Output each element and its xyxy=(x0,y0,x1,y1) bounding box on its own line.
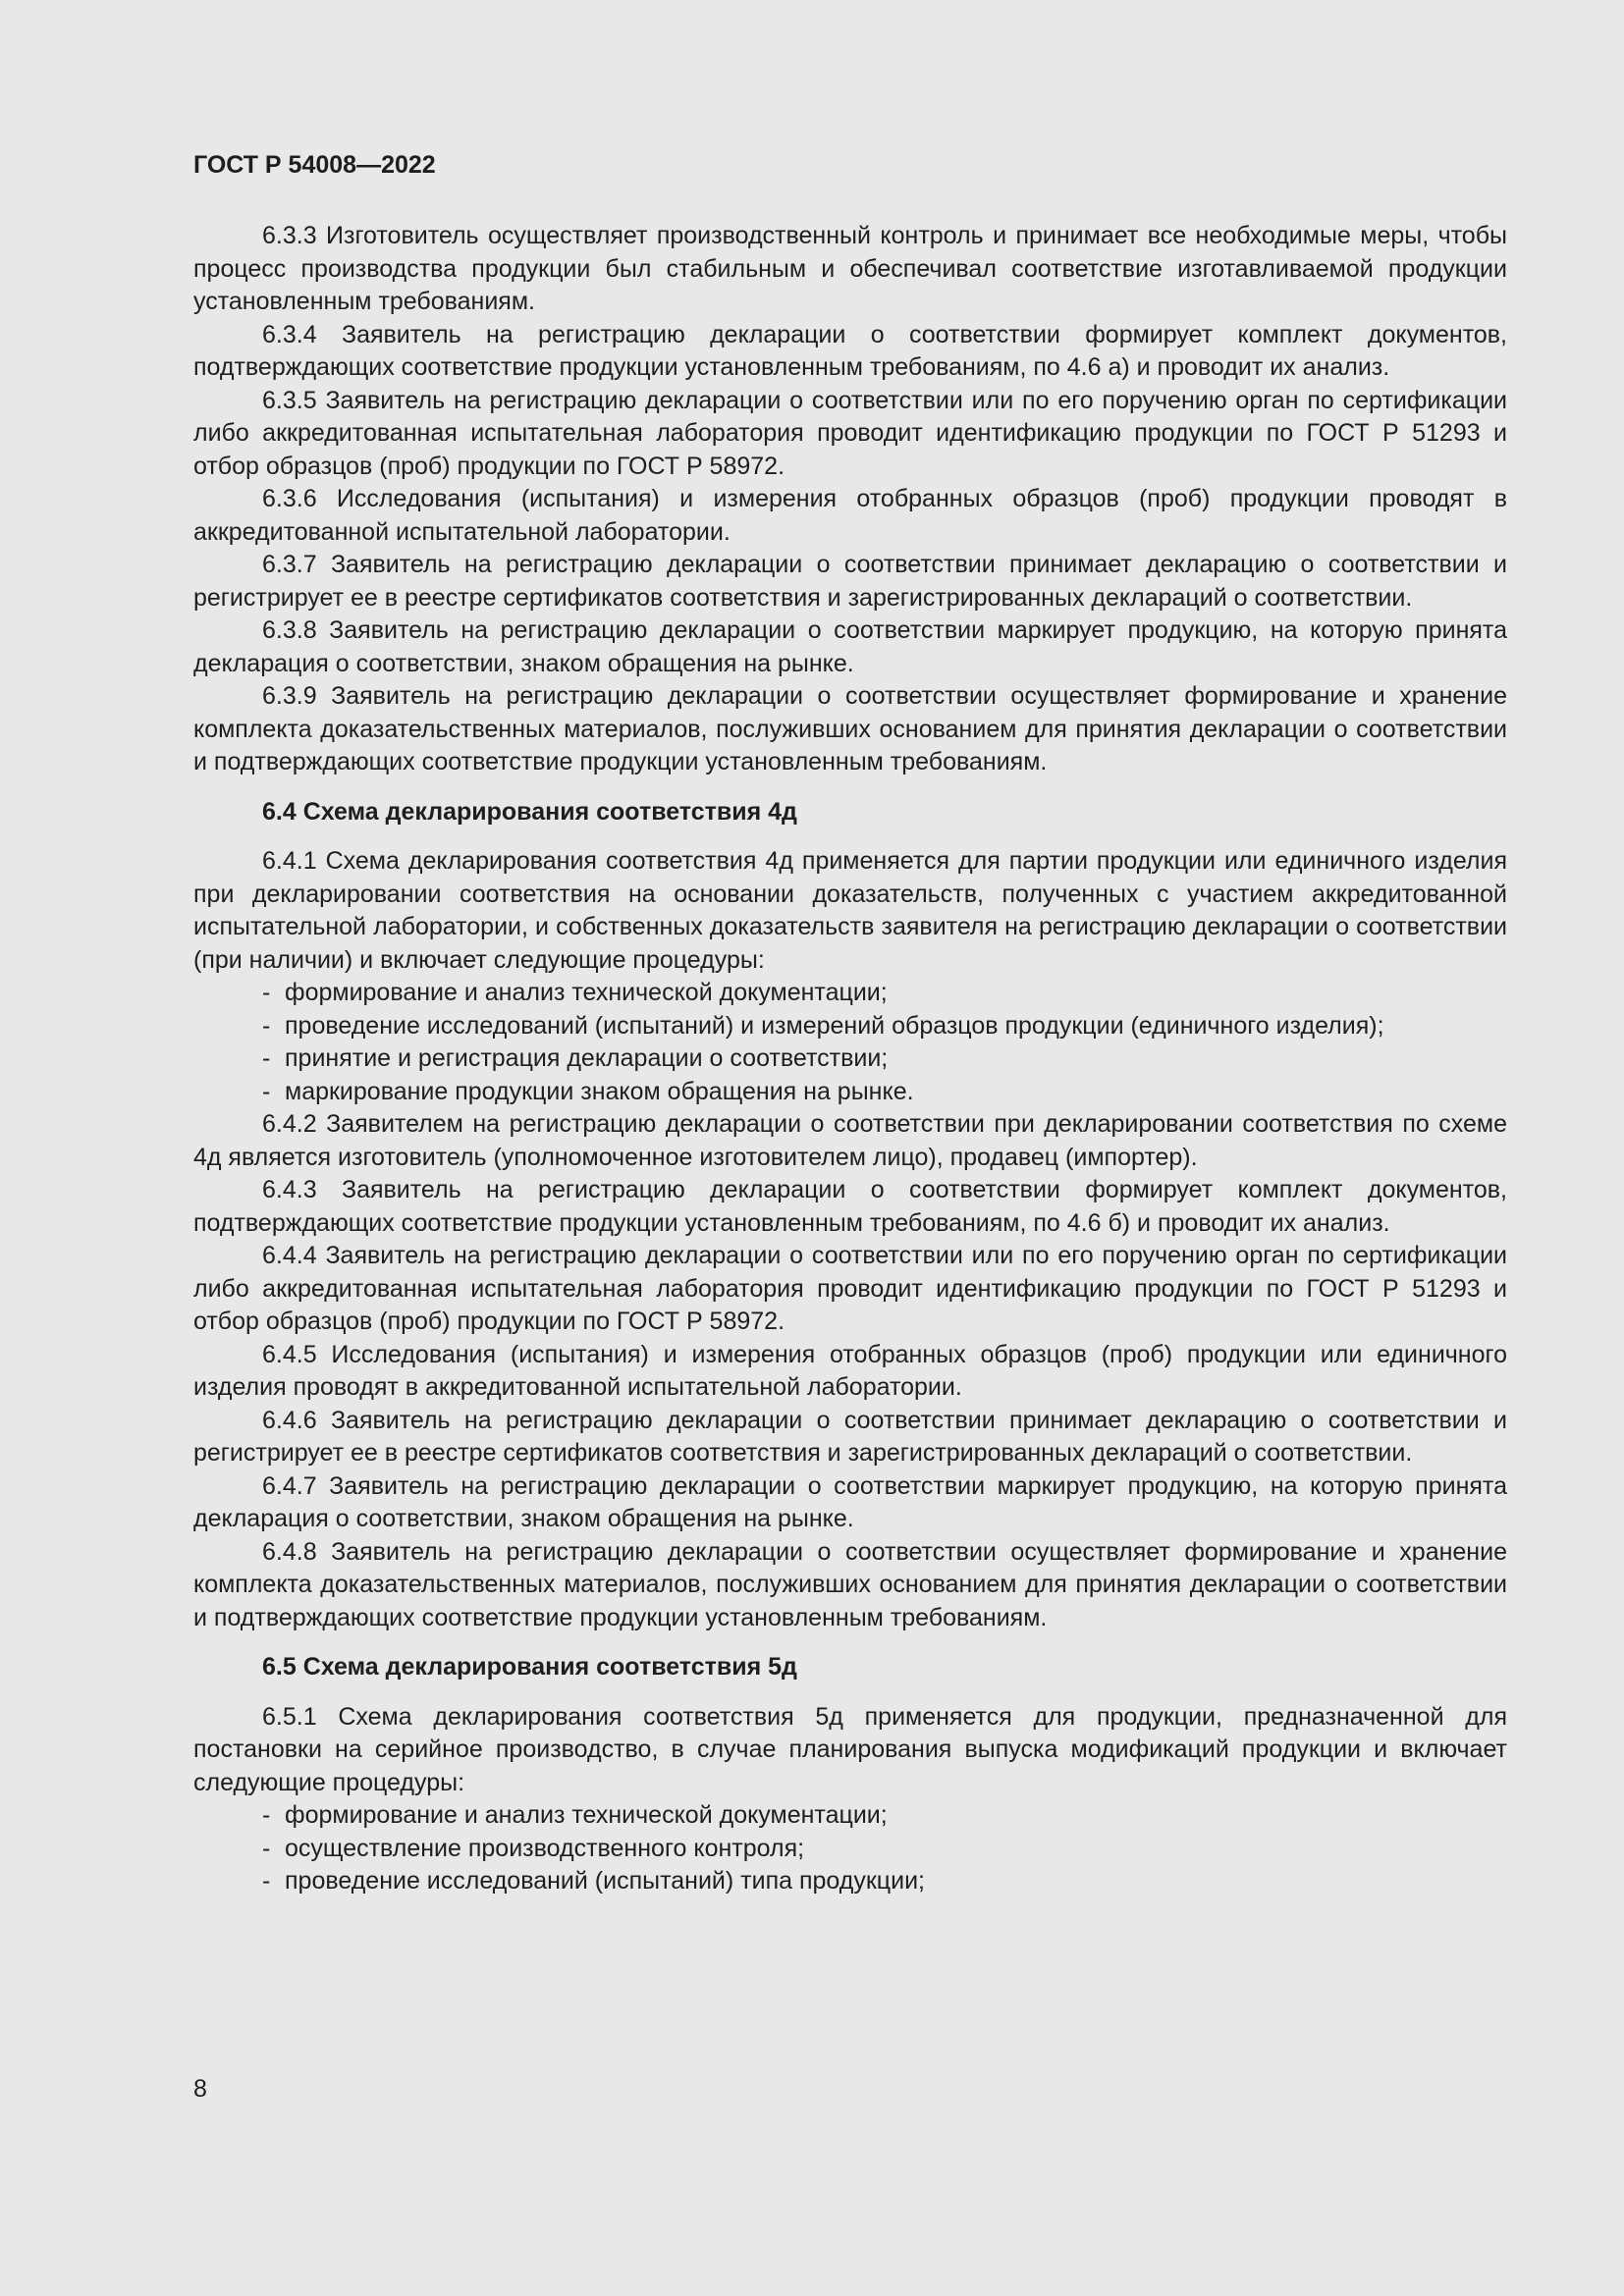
section-6-5 xyxy=(193,1651,1507,1898)
paragraph-6-4-5: 6.4.5 Исследования (испытания) и измерения отобранных образцов (проб) продукции или единичного изделия проводят в аккредитованной испытательной лаборатории. xyxy=(193,1340,1507,1401)
procedure-list-6-4 xyxy=(193,977,1507,1108)
paragraph-6-3-4: 6.3.4 Заявитель на регистрацию декларации о соответствии формирует комплект документов, подтверждающих соответствие продукции установленным требованиям, по 4.6 а) и проводит их анализ. xyxy=(193,320,1507,381)
paragraph-6-4-2: 6.4.2 Заявителем на регистрацию декларации о соответствии при декларировании соответствия по схеме 4д является изготовитель (уполномоченное изготовителем лицо), продавец (импортер). xyxy=(193,1110,1507,1171)
paragraph-6-4-8: 6.4.8 Заявитель на регистрацию декларации о соответствии осуществляет формирование и хранение комплекта доказательственных материалов, послуживших основанием для принятия декларации о соответствии и подтверждающих соответствие продукции установленным требованиям. xyxy=(193,1537,1507,1631)
paragraph-6-3-6: 6.3.6 Исследования (испытания) и измерения отобранных образцов (проб) продукции проводят в аккредитованной испытательной лаборатории. xyxy=(193,485,1507,546)
paragraph-6-5-1: 6.5.1 Схема декларирования соответствия 5д применяется для продукции, предназначенной для постановки на серийное производство, в случае планирования выпуска модификаций продукции и включает следующие процедуры: xyxy=(193,1702,1507,1796)
document-header: ГОСТ Р 54008—2022 xyxy=(193,151,436,179)
paragraph-6-4-7: 6.4.7 Заявитель на регистрацию декларации о соответствии маркирует продукцию, на которую принята декларация о соответствии, знаком обращения на рынке. xyxy=(193,1471,1507,1532)
section-6-5-title: 6.5 Схема декларирования соответствия 5д xyxy=(262,1653,797,1681)
paragraph-6-4-3: 6.4.3 Заявитель на регистрацию декларации о соответствии формирует комплект документов, подтверждающих соответствие продукции установленным требованиям, по 4.6 б) и проводит их анализ. xyxy=(193,1176,1507,1237)
list-item: - маркирование продукции знаком обращения на рынке. xyxy=(262,1076,1507,1109)
paragraph-6-3-8: 6.3.8 Заявитель на регистрацию декларации о соответствии маркирует продукцию, на которую принята декларация о соответствии, знаком обращения на рынке. xyxy=(193,616,1507,677)
page-number: 8 xyxy=(193,2075,207,2103)
list-item: - формирование и анализ технической документации; xyxy=(262,1799,1507,1833)
document-page xyxy=(193,145,1507,1898)
list-item: - проведение исследований (испытаний) и измерений образцов продукции (единичного изделия); xyxy=(262,1010,1507,1043)
list-item: - принятие и регистрация декларации о соответствии; xyxy=(262,1042,1507,1076)
section-6-3-continuation xyxy=(193,220,1507,779)
paragraph-6-3-3: 6.3.3 Изготовитель осуществляет производственный контроль и принимает все необходимые меры, чтобы процесс производства продукции был стабильным и обеспечивал соответствие изготавливаемой продукции установленным требованиям. xyxy=(193,222,1507,315)
list-item: - проведение исследований (испытаний) типа продукции; xyxy=(262,1865,1507,1898)
paragraph-6-4-4: 6.4.4 Заявитель на регистрацию декларации о соответствии или по его поручению орган по сертификации либо аккредитованная испытательная лаборатория проводит идентификацию продукции по ГОСТ Р 51293 и отбор образцов (проб) продукции по ГОСТ Р 58972. xyxy=(193,1242,1507,1335)
paragraph-6-3-5: 6.3.5 Заявитель на регистрацию декларации о соответствии или по его поручению орган по сертификации либо аккредитованная испытательная лаборатория проводит идентификацию продукции по ГОСТ Р 51293 и отбор образцов (проб) продукции по ГОСТ Р 58972. xyxy=(193,386,1507,480)
paragraph-6-3-9: 6.3.9 Заявитель на регистрацию декларации о соответствии осуществляет формирование и хранение комплекта доказательственных материалов, послуживших основанием для принятия декларации о соответствии и подтверждающих соответствие продукции установленным требованиям. xyxy=(193,682,1507,775)
procedure-list-6-5 xyxy=(193,1799,1507,1898)
section-6-4 xyxy=(193,796,1507,1635)
paragraph-6-4-6: 6.4.6 Заявитель на регистрацию декларации о соответствии принимает декларацию о соответствии и регистрирует ее в реестре сертификатов соответствия и зарегистрированных деклараций о соответствии. xyxy=(193,1406,1507,1467)
list-item: - формирование и анализ технической документации; xyxy=(262,977,1507,1010)
paragraph-6-3-7: 6.3.7 Заявитель на регистрацию декларации о соответствии принимает декларацию о соответствии и регистрирует ее в реестре сертификатов соответствия и зарегистрированных деклараций о соответствии. xyxy=(193,551,1507,612)
paragraph-6-4-1: 6.4.1 Схема декларирования соответствия 4д применяется для партии продукции или единичного изделия при декларировании соответствия на основании доказательств, полученных с участием аккредитованной испытательной лаборатории, и собственных доказательств заявителя на регистрацию декларации о соответствии (при наличии) и включает следующие процедуры: xyxy=(193,847,1507,974)
list-item: - осуществление производственного контроля; xyxy=(262,1833,1507,1866)
section-6-4-title: 6.4 Схема декларирования соответствия 4д xyxy=(262,797,797,826)
